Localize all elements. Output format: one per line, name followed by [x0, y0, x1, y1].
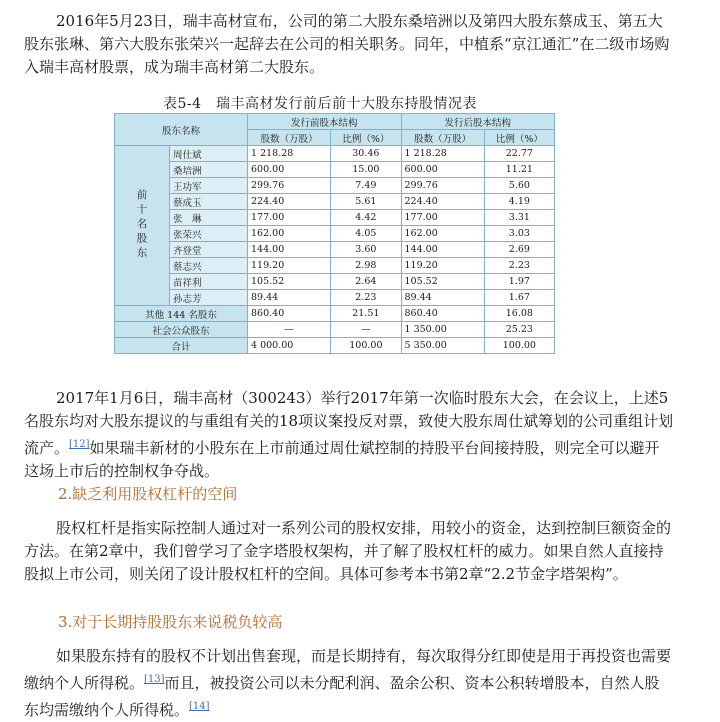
after-shares: 299.76 — [401, 178, 484, 194]
before-ratio: 4.42 — [331, 210, 401, 226]
after-ratio: 3.31 — [484, 210, 554, 226]
holder-name: 齐登堂 — [170, 242, 248, 258]
before-shares: 1 218.28 — [248, 146, 331, 162]
table-row — [115, 194, 555, 210]
before-ratio: 7.49 — [331, 178, 401, 194]
footnote-link-13[interactable]: [13] — [144, 674, 165, 685]
section-heading-3: 3.对于长期持股股东来说税负较高 — [58, 613, 283, 631]
before-shares: 105.52 — [248, 274, 331, 290]
paragraph-3-text: 股权杠杆是指实际控制人通过对一系列公司的股权安排，用较小的资金，达到控制巨额资金的方法。在第2章中，我们曾学习了金字塔股权架构，并了解了股权杠杆的威力。如果自然人直接持股拟上市公司，则关闭了设计股权杠杆的空间。具体可参考本书第2章“2.2节金字塔架构”。 — [24, 519, 672, 583]
after-shares: 1 218.28 — [401, 146, 484, 162]
col-before-header: 发行前股本结构 — [248, 114, 401, 130]
col-holder-header: 股东名称 — [115, 114, 248, 146]
before-ratio: — — [331, 322, 401, 338]
table-row — [115, 242, 555, 258]
after-ratio: 1.67 — [484, 290, 554, 306]
after-ratio: 100.00 — [484, 338, 554, 354]
col-after-header: 发行后股本结构 — [401, 114, 555, 130]
after-ratio: 16.08 — [484, 306, 554, 322]
table-caption: 表5-4 瑞丰高材发行前后前十大股东持股情况表 — [162, 96, 478, 112]
before-ratio: 2.23 — [331, 290, 401, 306]
after-shares: 860.40 — [401, 306, 484, 322]
holder-name: 苗祥利 — [170, 274, 248, 290]
after-ratio: 22.77 — [484, 146, 554, 162]
before-shares: 4 000.00 — [248, 338, 331, 354]
table-row — [115, 162, 555, 178]
table-row — [115, 274, 555, 290]
holder-name: 张 琳 — [170, 210, 248, 226]
table-row — [115, 258, 555, 274]
after-ratio: 2.23 — [484, 258, 554, 274]
holder-name: 周仕斌 — [170, 146, 248, 162]
after-shares: 119.20 — [401, 258, 484, 274]
paragraph-4-mid: 而且，被投资公司以未分配利润、盈余公积、资本公积转增股本，自然人股东均需缴纳个人所得税。 — [24, 674, 660, 719]
table-row — [115, 178, 555, 194]
before-ratio: 5.61 — [331, 194, 401, 210]
holder-name: 孙志芳 — [170, 290, 248, 306]
after-shares: 177.00 — [401, 210, 484, 226]
sub-shares-after: 股数（万股） — [401, 130, 484, 146]
after-shares: 162.00 — [401, 226, 484, 242]
table-row — [115, 146, 555, 162]
paragraph-2 — [24, 387, 674, 483]
footnote-link-12[interactable]: [12] — [69, 439, 90, 450]
sub-shares-before: 股数（万股） — [248, 130, 331, 146]
before-shares: — — [248, 322, 331, 338]
before-shares: 144.00 — [248, 242, 331, 258]
after-ratio: 5.60 — [484, 178, 554, 194]
holder-name: 张荣兴 — [170, 226, 248, 242]
holder-name: 合计 — [115, 338, 248, 354]
before-shares: 299.76 — [248, 178, 331, 194]
before-shares: 89.44 — [248, 290, 331, 306]
before-shares: 177.00 — [248, 210, 331, 226]
before-ratio: 100.00 — [331, 338, 401, 354]
paragraph-1 — [24, 10, 674, 79]
before-ratio: 21.51 — [331, 306, 401, 322]
paragraph-2-text: 2017年1月6日，瑞丰高材（300243）举行2017年第一次临时股东大会，在会议上，上述5名股东均对大股东提议的与重组有关的18项议案投反对票，致使大股东周仕斌筹划的公司重组计划流产。 — [24, 389, 674, 457]
after-ratio: 1.97 — [484, 274, 554, 290]
section-heading-2: 2.缺乏利用股权杠杆的空间 — [58, 485, 238, 503]
table-row — [115, 226, 555, 242]
footnote-link-14[interactable]: [14] — [189, 701, 210, 712]
after-shares: 600.00 — [401, 162, 484, 178]
table-row — [115, 290, 555, 306]
after-ratio: 11.21 — [484, 162, 554, 178]
before-shares: 860.40 — [248, 306, 331, 322]
sub-ratio-after: 比例（%） — [484, 130, 554, 146]
shareholder-table — [114, 113, 555, 354]
holder-name: 其他 144 名股东 — [115, 306, 248, 322]
after-shares: 89.44 — [401, 290, 484, 306]
paragraph-2-tail: 如果瑞丰新材的小股东在上市前通过周仕斌控制的持股平台间接持股，则完全可以避开这场上市后的控制权争夺战。 — [24, 439, 660, 480]
before-shares: 600.00 — [248, 162, 331, 178]
after-shares: 105.52 — [401, 274, 484, 290]
after-shares: 5 350.00 — [401, 338, 484, 354]
before-ratio: 2.64 — [331, 274, 401, 290]
after-ratio: 25.23 — [484, 322, 554, 338]
before-shares: 119.20 — [248, 258, 331, 274]
side-label: 前十名股东 — [115, 146, 170, 306]
paragraph-1-text: 2016年5月23日，瑞丰高材宣布，公司的第二大股东桑培洲以及第四大股东蔡成玉、第五大股东张琳、第六大股东张荣兴一起辞去在公司的相关职务。同年，中植系“京江通汇”在二级市场购入瑞丰高材股票，成为瑞丰高材第二大股东。 — [24, 12, 670, 76]
after-ratio: 2.69 — [484, 242, 554, 258]
holder-name: 蔡成玉 — [170, 194, 248, 210]
table-row-other — [115, 306, 555, 322]
before-ratio: 3.60 — [331, 242, 401, 258]
after-shares: 224.40 — [401, 194, 484, 210]
before-ratio: 15.00 — [331, 162, 401, 178]
paragraph-4 — [24, 645, 674, 722]
table-row-total — [115, 338, 555, 354]
before-shares: 162.00 — [248, 226, 331, 242]
before-shares: 224.40 — [248, 194, 331, 210]
sub-ratio-before: 比例（%） — [331, 130, 401, 146]
holder-name: 桑培洲 — [170, 162, 248, 178]
before-ratio: 2.98 — [331, 258, 401, 274]
paragraph-3 — [24, 517, 674, 586]
holder-name: 王功军 — [170, 178, 248, 194]
after-ratio: 3.03 — [484, 226, 554, 242]
paragraph-4-text: 如果股东持有的股权不计划出售套现，而是长期持有，每次取得分红即使是用于再投资也需要缴纳个人所得税。 — [24, 647, 672, 692]
table-row — [115, 210, 555, 226]
after-ratio: 4.19 — [484, 194, 554, 210]
after-shares: 144.00 — [401, 242, 484, 258]
before-ratio: 4.05 — [331, 226, 401, 242]
holder-name: 蔡志兴 — [170, 258, 248, 274]
after-shares: 1 350.00 — [401, 322, 484, 338]
table-row-public — [115, 322, 555, 338]
holder-name: 社会公众股东 — [115, 322, 248, 338]
before-ratio: 30.46 — [331, 146, 401, 162]
